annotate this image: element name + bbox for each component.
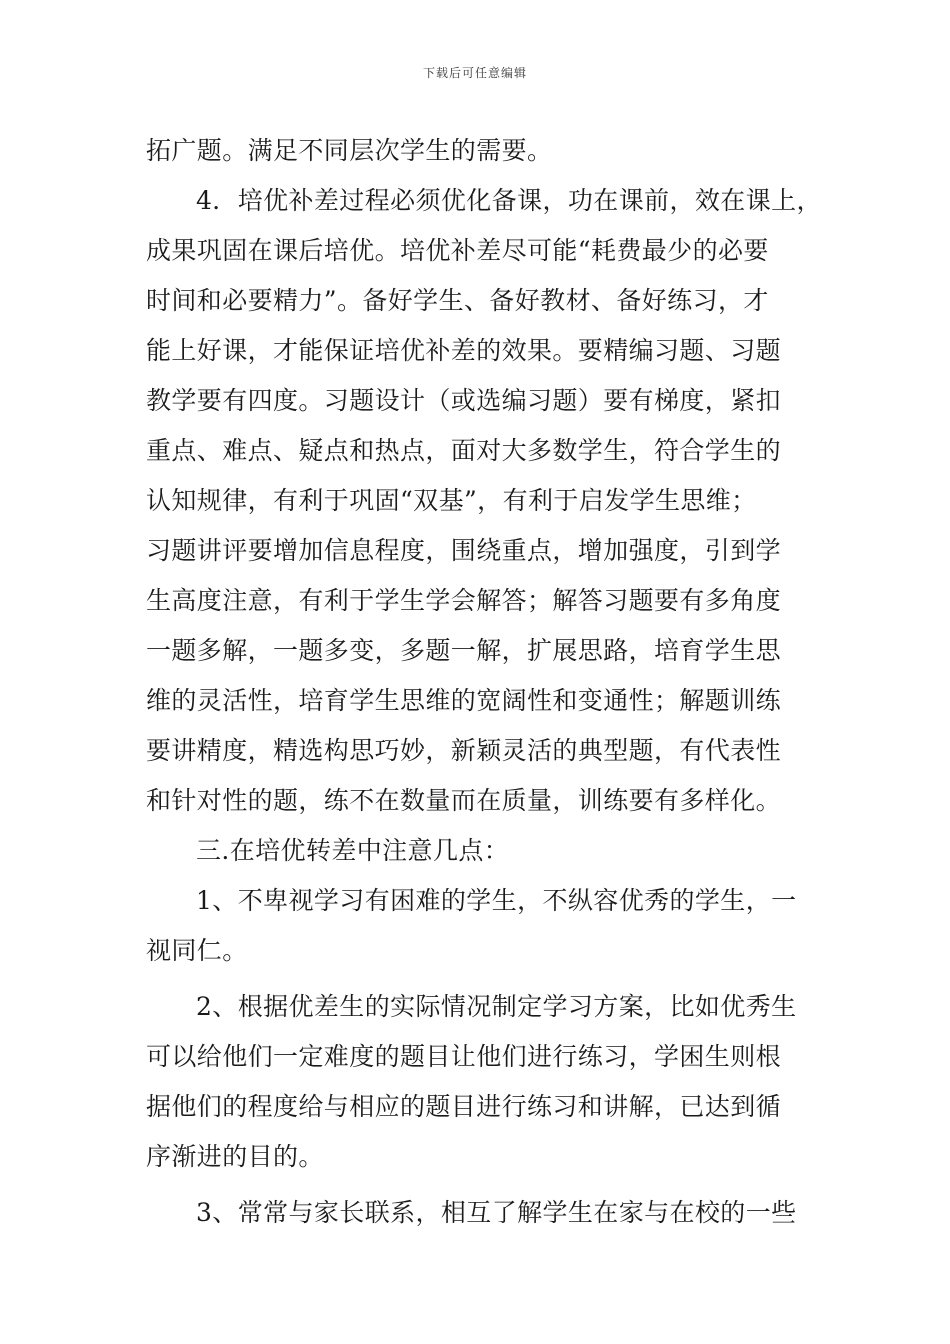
paragraph-start: 3、常常与家长联系，相互了解学生在家与在校的一些 bbox=[196, 1198, 797, 1227]
text-line: 拓广题。满足不同层次学生的需要。 bbox=[146, 136, 553, 165]
paragraph-start: 1、不卑视学习有困难的学生，不纵容优秀的学生，一 bbox=[196, 886, 797, 915]
text-line: 认知规律，有利于巩固“双基”，有利于启发学生思维； bbox=[146, 486, 757, 515]
text-line: 能上好课，才能保证培优补差的效果。要精编习题、习题 bbox=[146, 336, 782, 365]
paragraph-start: 2、根据优差生的实际情况制定学习方案，比如优秀生 bbox=[196, 992, 797, 1021]
document-body bbox=[146, 126, 826, 1238]
text-line: 要讲精度，精选构思巧妙，新颖灵活的典型题，有代表性 bbox=[146, 736, 782, 765]
text-line: 和针对性的题，练不在数量而在质量，训练要有多样化。 bbox=[146, 786, 782, 815]
text-line: 时间和必要精力”。备好学生、备好教材、备好练习，才 bbox=[146, 286, 769, 315]
text-line: 可以给他们一定难度的题目让他们进行练习，学困生则根 bbox=[146, 1042, 782, 1071]
text-line: 一题多解，一题多变，多题一解，扩展思路，培育学生思 bbox=[146, 636, 782, 665]
text-line: 生高度注意，有利于学生学会解答；解答习题要有多角度 bbox=[146, 586, 782, 615]
text-line: 据他们的程度给与相应的题目进行练习和讲解，已达到循 bbox=[146, 1092, 782, 1121]
text-line: 习题讲评要增加信息程度，围绕重点，增加强度，引到学 bbox=[146, 536, 782, 565]
text-line: 序渐进的目的。 bbox=[146, 1142, 324, 1171]
text-line: 教学要有四度。习题设计（或选编习题）要有梯度，紧扣 bbox=[146, 386, 782, 415]
text-line: 视同仁。 bbox=[146, 936, 248, 965]
paragraph-start: 4．培优补差过程必须优化备课，功在课前，效在课上， bbox=[196, 186, 822, 215]
section-heading: 三.在培优转差中注意几点： bbox=[196, 836, 510, 865]
text-line: 维的灵活性，培育学生思维的宽阔性和变通性；解题训练 bbox=[146, 686, 782, 715]
text-line: 重点、难点、疑点和热点，面对大多数学生，符合学生的 bbox=[146, 436, 782, 465]
text-line: 成果巩固在课后培优。培优补差尽可能“耗费最少的必要 bbox=[146, 236, 769, 265]
page-header-note: 下载后可任意编辑 bbox=[422, 66, 527, 80]
